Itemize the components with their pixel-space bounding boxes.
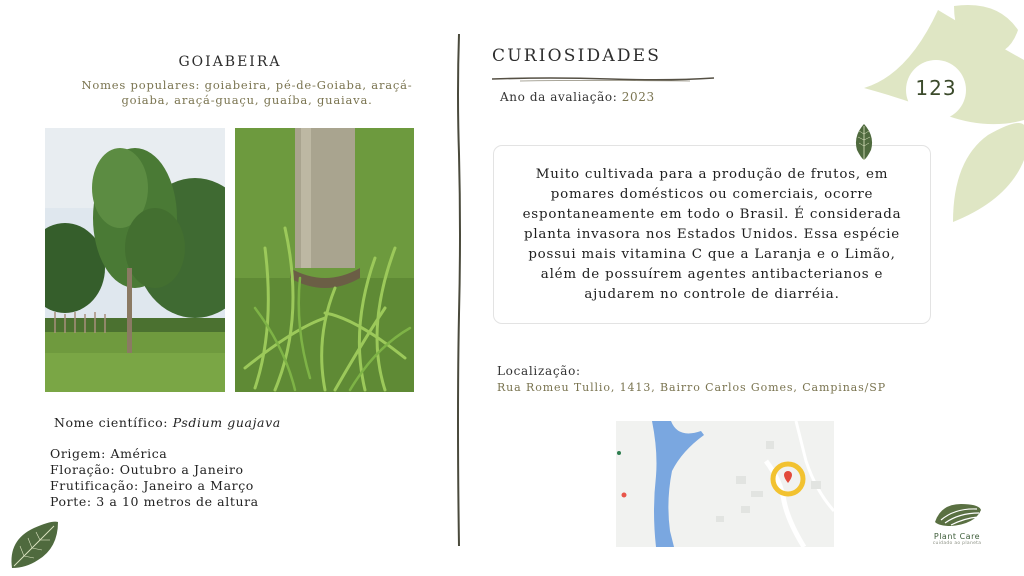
year-value: 2023 bbox=[621, 90, 655, 104]
location-address: Rua Romeu Tullio, 1413, Bairro Carlos Gomes, Campinas/SP bbox=[497, 381, 887, 394]
location-map[interactable] bbox=[616, 421, 834, 547]
evaluation-year bbox=[500, 90, 655, 104]
location-label: Localização: bbox=[497, 364, 581, 378]
leaves-decor bbox=[858, 0, 1024, 229]
small-leaf-icon bbox=[853, 122, 875, 166]
fact-flowering: Floração: Outubro a Janeiro bbox=[50, 462, 244, 477]
section-heading: CURIOSIDADES bbox=[492, 46, 662, 66]
heading-underline bbox=[490, 68, 716, 87]
trunk-photo bbox=[235, 128, 414, 392]
plant-facts bbox=[50, 446, 259, 510]
logo-name: Plant Care bbox=[933, 532, 981, 541]
corner-leaf-icon bbox=[8, 518, 60, 574]
fact-origin: Origem: América bbox=[50, 446, 168, 461]
brand-logo bbox=[922, 500, 992, 546]
year-label: Ano da avaliação: bbox=[500, 90, 622, 104]
page-number: 123 bbox=[915, 76, 957, 100]
fact-fruiting: Frutificação: Janeiro a Março bbox=[50, 478, 254, 493]
curiosity-text: Muito cultivada para a produção de frutos, em pomares domésticos ou comerciais, ocorre espontaneamente em todo o Brasil. É considerada planta invasora nos Estados Unidos. Essa espécie possui mais vitamina C que a Laranja e o Limão, além de possuírem agentes antibacterianos e ajudarem no controle de diarréia. bbox=[522, 166, 902, 302]
scientific-name-line bbox=[54, 415, 281, 430]
popular-names: Nomes populares: goiabeira, pé-de-Goiaba, araçá-goiaba, araçá-guaçu, guaíba, guaiava. bbox=[81, 78, 413, 107]
plant-care-logo-icon bbox=[931, 500, 983, 528]
scientific-name: Psdium guajava bbox=[172, 415, 281, 430]
fact-size: Porte: 3 a 10 metros de altura bbox=[50, 494, 259, 509]
tree-photo bbox=[45, 128, 225, 392]
column-divider bbox=[455, 34, 463, 550]
scientific-name-label: Nome científico: bbox=[54, 415, 173, 430]
plant-title: GOIABEIRA bbox=[178, 54, 282, 70]
logo-tagline: cuidado ao planeta bbox=[932, 541, 982, 546]
